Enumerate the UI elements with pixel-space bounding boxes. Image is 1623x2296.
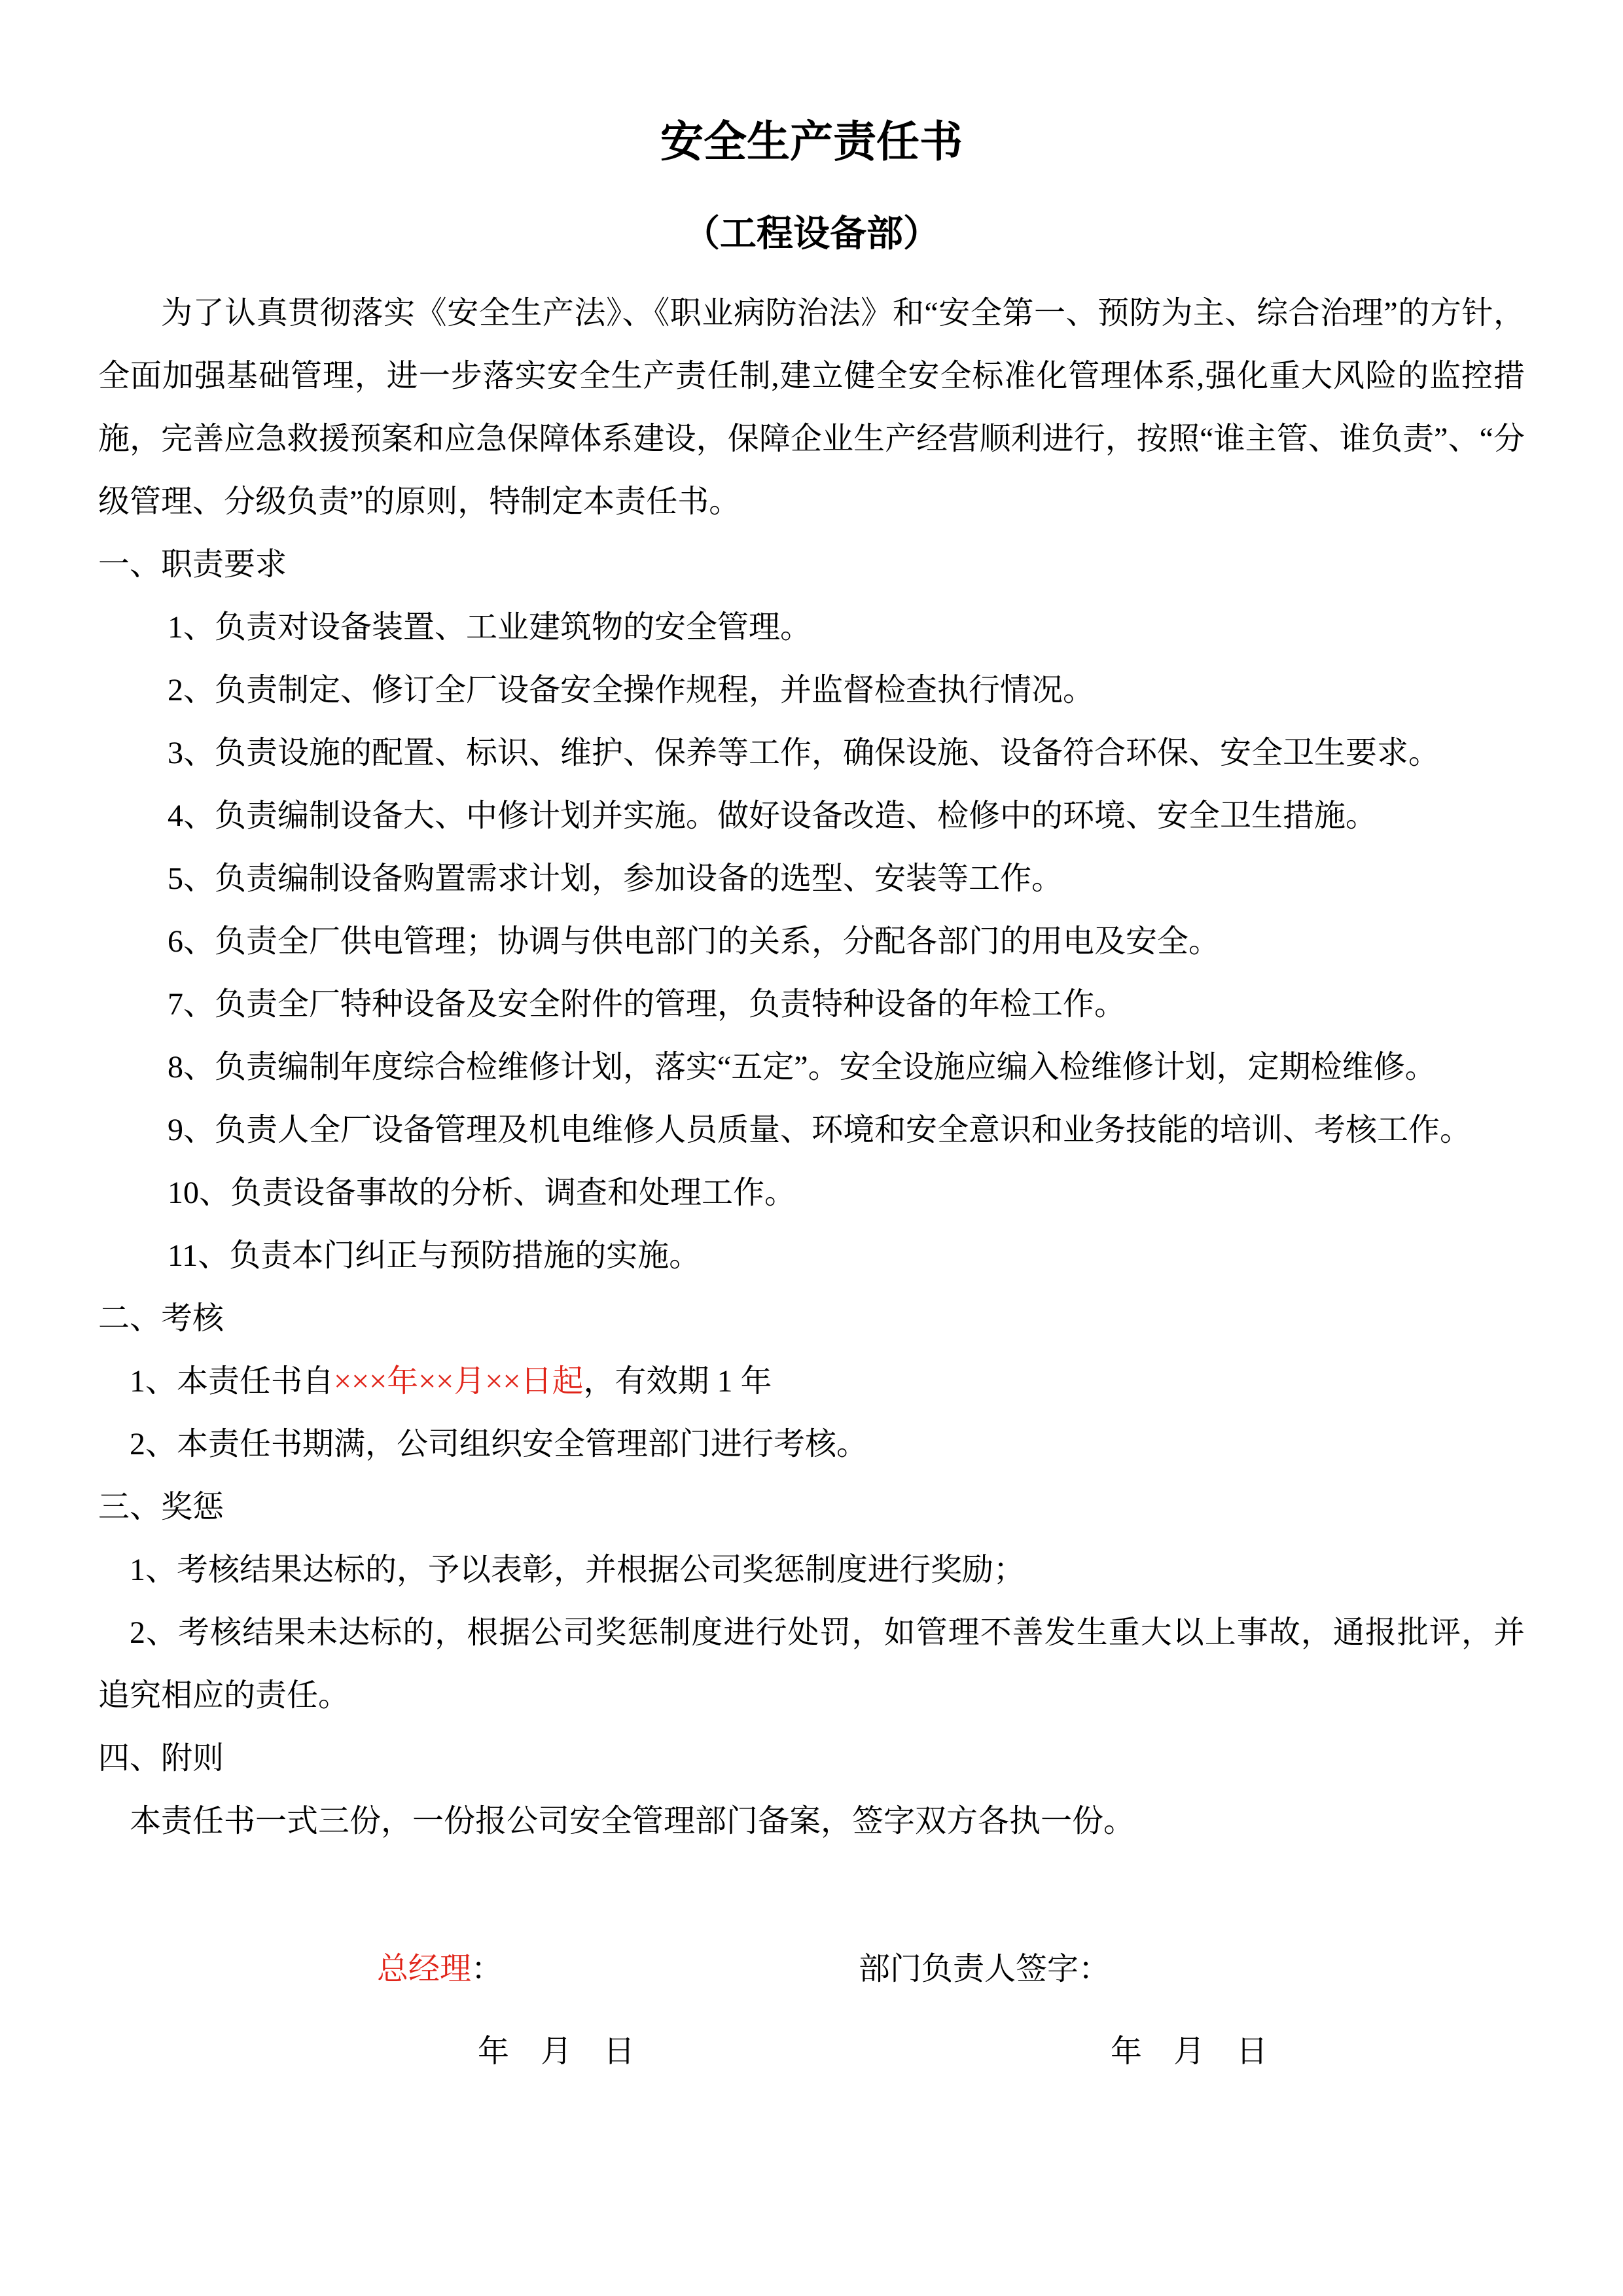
section-heading-appendix: 四、附则 xyxy=(98,1741,224,1776)
signature-row xyxy=(98,1938,1525,2001)
section-heading-duty: 一、职责要求 xyxy=(98,547,287,582)
department-head-signature-label: 部门负责人签字： xyxy=(859,1952,1111,1986)
duty-item-6: 6、负责全厂供电管理；协调与供电部门的关系，分配各部门的用电及安全。 xyxy=(168,924,1221,959)
date-line-right: 年 月 日 xyxy=(1111,2034,1268,2069)
intro-paragraph: 为了认真贯彻落实《安全生产法》、《职业病防治法》和“安全第一、预防为主、综合治理”的方针，全面加强基础管理，进一步落实安全生产责任制,建立健全安全标准化管理体系,强化重大风险的监控措施，完善应急救援预案和应急保障体系建设，保障企业生产经营顺利进行，按照“谁主管、谁负责”、“分级管理、分级负责”的原则，特制定本责任书。 xyxy=(98,296,1525,519)
assess-item-1-prefix: 1、本责任书自 xyxy=(130,1364,334,1399)
assess-item-1-date-placeholder: ×××年××月××日起 xyxy=(334,1364,584,1399)
document-subtitle: （工程设备部） xyxy=(683,214,940,255)
reward-item-1: 1、考核结果达标的，予以表彰，并根据公司奖惩制度进行奖励； xyxy=(130,1552,1026,1587)
duty-item-3: 3、负责设施的配置、标识、维护、保养等工作，确保设施、设备符合环保、安全卫生要求。 xyxy=(168,736,1440,770)
duty-item-2: 2、负责制定、修订全厂设备安全操作规程，并监督检查执行情况。 xyxy=(168,673,1095,708)
section-heading-reward: 三、奖惩 xyxy=(98,1490,224,1524)
document-title: 安全生产责任书 xyxy=(660,118,963,166)
assess-item-1-suffix: ，有效期 1 年 xyxy=(583,1364,772,1399)
duty-item-10: 10、负责设备事故的分析、调查和处理工作。 xyxy=(168,1175,796,1210)
assess-item-2: 2、本责任书期满，公司组织安全管理部门进行考核。 xyxy=(130,1427,868,1462)
date-line-left: 年 月 日 xyxy=(478,2034,635,2069)
duty-item-8: 8、负责编制年度综合检维修计划，落实“五定”。安全设施应编入检维修计划，定期检维修。 xyxy=(168,1050,1436,1085)
assess-item-1 xyxy=(98,1350,1525,1413)
duty-item-9: 9、负责人全厂设备管理及机电维修人员质量、环境和安全意识和业务技能的培训、考核工作。 xyxy=(168,1113,1472,1147)
duty-item-1: 1、负责对设备装置、工业建筑物的安全管理。 xyxy=(168,610,812,645)
duty-item-4: 4、负责编制设备大、中修计划并实施。做好设备改造、检修中的环境、安全卫生措施。 xyxy=(168,798,1378,833)
appendix-body: 本责任书一式三份，一份报公司安全管理部门备案，签字双方各执一份。 xyxy=(130,1804,1135,1839)
duty-item-7: 7、负责全厂特种设备及安全附件的管理，负责特种设备的年检工作。 xyxy=(168,987,1126,1022)
general-manager-label xyxy=(377,1952,503,1986)
general-manager-label-text: 总经理 xyxy=(377,1952,472,1986)
date-row xyxy=(98,2020,1525,2083)
section-heading-assess: 二、考核 xyxy=(98,1301,224,1336)
duty-item-5: 5、负责编制设备购置需求计划，参加设备的选型、安装等工作。 xyxy=(168,861,1063,896)
duty-item-11: 11、负责本门纠正与预防措施的实施。 xyxy=(168,1238,701,1273)
general-manager-colon: ： xyxy=(471,1952,503,1986)
reward-item-2: 2、考核结果未达标的，根据公司奖惩制度进行处罚，如管理不善发生重大以上事故，通报批评，并追究相应的责任。 xyxy=(98,1615,1525,1713)
